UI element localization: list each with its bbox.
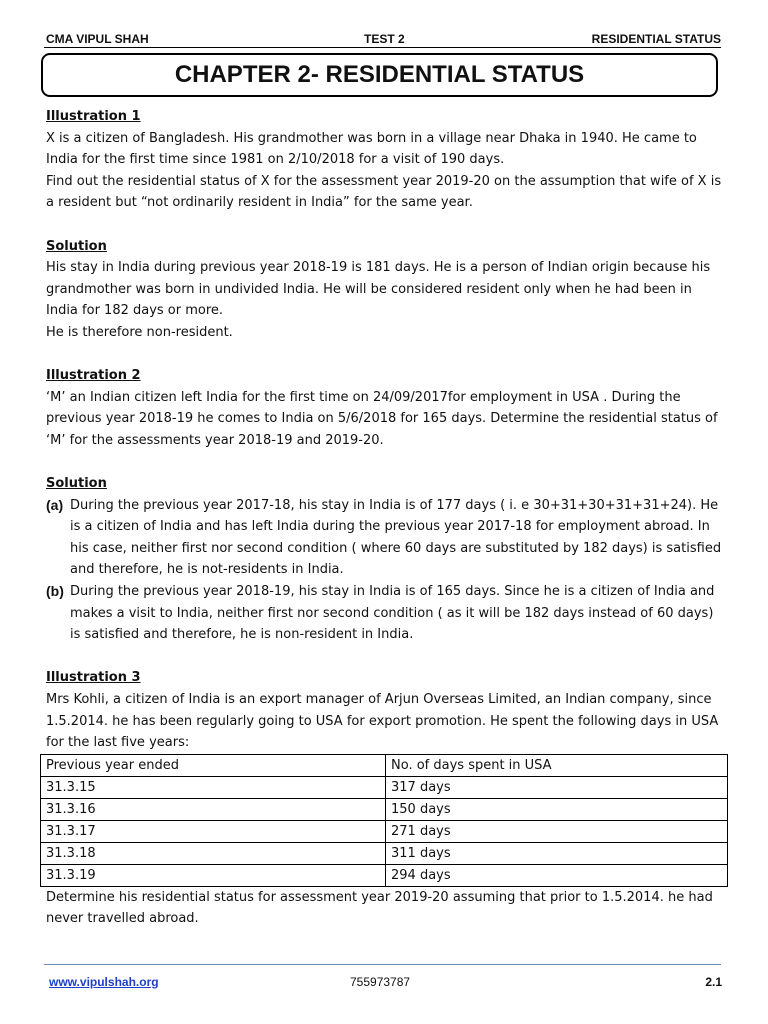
header-test: TEST 2 [364,32,405,46]
table-row [41,864,728,886]
table-row [41,820,728,842]
item-text: During the previous year 2018-19, his stay in India is of 165 days. Since he is a citizen of India and makes a visit to India, neither first nor second condition ( as it will be 182 days instead of 60 days) is satisfied and therefore, he is non-resident in India. [70,584,715,643]
page-number: 2.1 [705,975,722,989]
illustration-2-heading: Illustration 2 [46,368,141,384]
table-header-cell: No. of days spent in USA [386,754,728,776]
table-cell: 311 days [386,842,728,864]
table-cell: 31.3.19 [41,864,386,886]
illustration-1-paragraph-2: Find out the residential status of X for the assessment year 2019-20 on the assumption that wife of X is a resident but “not ordinarily resident in India” for the same year. [46,173,722,211]
table-row [41,842,728,864]
table-row [41,776,728,798]
illustration-2-paragraph-1: ‘M’ an Indian citizen left India for the first time on 24/09/2017for employment in USA . During the previous year 2018-19 he comes to India on 5/6/2018 for 165 days. Determine the residential status of ‘M’ for the assessments year 2018-19 and 2019-20. [46,389,718,448]
item-text: During the previous year 2017-18, his stay in India is of 177 days ( i. e 30+31+30+31+31+24). He is a citizen of India and has left India during the previous year 2017-18 for employment abroad. In his case, neither first nor second condition ( where 60 days are substituted by 182 days) is satisfied and therefore, he is not-residents in India. [70,497,722,578]
table-cell: 271 days [386,820,728,842]
solution-1-paragraph-1: His stay in India during previous year 2018-19 is 181 days. He is a person of Indian origin because his grandmother was born in undivided India. He will be considered resident only when he had been in India for 182 days or more. [46,260,711,319]
solution-2-item-b [46,581,722,646]
table-cell: 31.3.17 [41,820,386,842]
table-row [41,798,728,820]
table-cell: 150 days [386,798,728,820]
page-header [44,31,721,48]
illustration-1-paragraph-1: X is a citizen of Bangladesh. His grandmother was born in a village near Dhaka in 1940. He came to India for the first time since 1981 on 2/10/2018 for a visit of 190 days. [46,130,697,168]
table-cell: 31.3.18 [41,842,386,864]
illustration-3-paragraph-1: Mrs Kohli, a citizen of India is an export manager of Arjun Overseas Limited, an Indian company, since 1.5.2014. he has been regularly going to USA for export promotion. He spent the following days in USA for the last five years: [46,692,719,751]
illustration-3-heading: Illustration 3 [46,670,141,686]
table-cell: 31.3.15 [41,776,386,798]
table-cell: 317 days [386,776,728,798]
solution-2-item-a [46,495,722,581]
table-cell: 294 days [386,864,728,886]
website-link[interactable]: www.vipulshah.org [49,975,159,989]
footer-phone: 755973787 [350,975,411,989]
table-cell: 31.3.16 [41,798,386,820]
solution-2-heading: Solution [46,476,107,492]
item-label: (b) [46,583,64,600]
solution-1-heading: Solution [46,238,107,254]
item-label: (a) [46,496,64,513]
days-in-usa-table [40,754,728,887]
illustration-3-paragraph-2: Determine his residential status for assessment year 2019-20 assuming that prior to 1.5.2014. he had never travelled abroad. [46,889,713,927]
footer-divider [44,964,721,965]
document-body [46,106,722,930]
solution-1-paragraph-2: He is therefore non-resident. [46,324,233,340]
header-author: CMA VIPUL SHAH [46,32,149,46]
header-topic: RESIDENTIAL STATUS [591,32,721,46]
table-header-cell: Previous year ended [41,754,386,776]
illustration-1-heading: Illustration 1 [46,109,141,124]
chapter-title: CHAPTER 2- RESIDENTIAL STATUS [41,53,718,97]
table-header-row [41,754,728,776]
